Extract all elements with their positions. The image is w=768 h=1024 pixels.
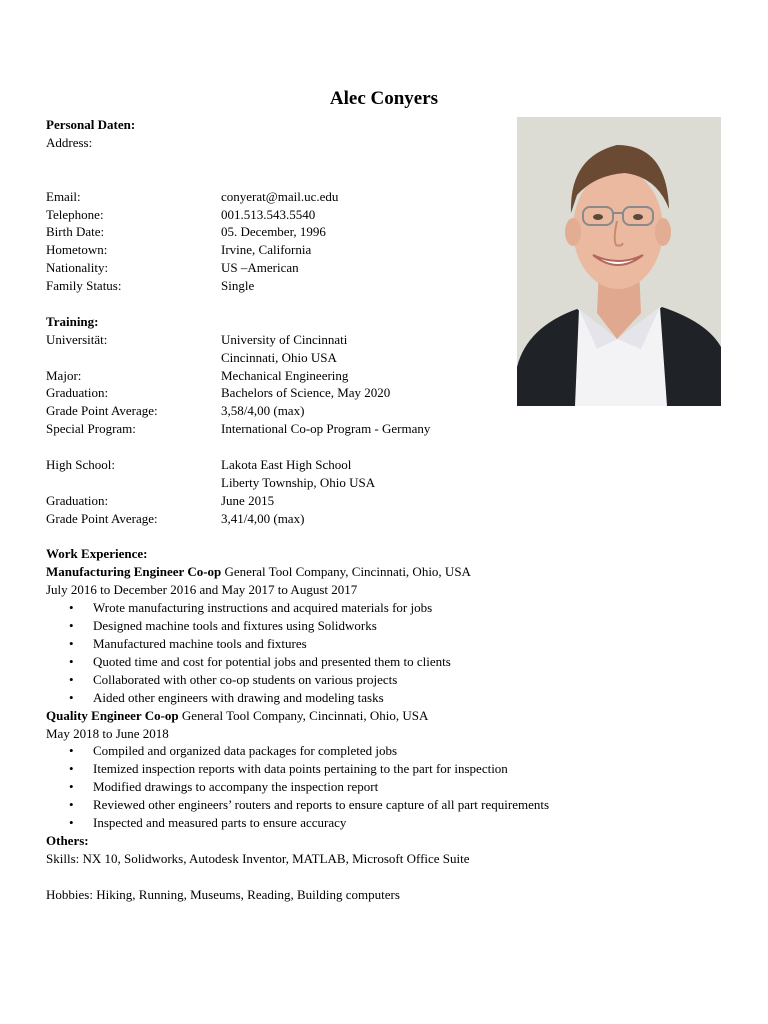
detail-label: Grade Point Average:	[46, 510, 158, 526]
university-label: Universität:	[46, 331, 108, 347]
job-title: Quality Engineer Co-op	[46, 707, 179, 723]
resume-content	[46, 116, 736, 904]
detail-label: Birth Date:	[46, 224, 105, 240]
detail-label: Graduation:	[46, 492, 109, 508]
detail-value: Bachelors of Science, May 2020	[221, 385, 391, 401]
detail-label: Hometown:	[46, 242, 108, 258]
resume-name-title: Alec Conyers	[329, 88, 439, 109]
high-school-label: High School:	[46, 456, 115, 472]
section-heading-others: Others:	[46, 832, 89, 848]
high-school-name: Lakota East High School	[221, 456, 352, 472]
detail-label: Telephone:	[46, 206, 104, 222]
detail-value: International Co-op Program - Germany	[221, 421, 431, 437]
detail-value: 3,41/4,00 (max)	[221, 510, 305, 526]
detail-row	[46, 277, 736, 295]
high-school-row	[46, 456, 736, 474]
detail-label: Special Program:	[46, 421, 136, 437]
detail-label: Nationality:	[46, 260, 109, 276]
work-experience-list	[46, 563, 736, 832]
detail-value: June 2015	[221, 492, 275, 508]
detail-row	[46, 241, 736, 259]
job-bullet-item: • Compiled and organized data packages for completed jobs	[46, 742, 553, 760]
job-bullet-item: • Reviewed other engineers’ routers and reports to ensure capture of all part requirements	[46, 796, 553, 814]
detail-row	[46, 223, 736, 241]
detail-value: conyerat@mail.uc.edu	[221, 188, 339, 204]
high-school-location: Liberty Township, Ohio USA	[221, 474, 376, 490]
detail-row	[46, 492, 736, 510]
address-label: Address:	[46, 134, 93, 150]
university-row	[46, 331, 736, 349]
job-bullet-item: • Inspected and measured parts to ensure accuracy	[46, 814, 553, 832]
hobbies-line: Hobbies: Hiking, Running, Museums, Reading, Building computers	[46, 886, 400, 902]
detail-value: Mechanical Engineering	[221, 367, 349, 383]
job-title: Manufacturing Engineer Co-op	[46, 564, 222, 580]
job-bullet-item: • Collaborated with other co-op students on various projects	[46, 671, 553, 689]
section-heading-training: Training:	[46, 313, 99, 329]
job-bullet-item: • Wrote manufacturing instructions and acquired materials for jobs	[46, 599, 553, 617]
job-title-line	[46, 563, 736, 581]
job-company: General Tool Company, Cincinnati, Ohio, USA	[221, 564, 471, 580]
job-bullet-item: • Designed machine tools and fixtures using Solidworks	[46, 617, 553, 635]
detail-label: Family Status:	[46, 278, 122, 294]
job-bullets	[46, 599, 736, 706]
job-dates: May 2018 to June 2018	[46, 725, 169, 741]
skills-line: Skills: NX 10, Solidworks, Autodesk Inventor, MATLAB, Microsoft Office Suite	[46, 850, 470, 866]
detail-value: US –American	[221, 260, 299, 276]
job-bullet-item: • Manufactured machine tools and fixtures	[46, 635, 553, 653]
detail-label: Email:	[46, 188, 81, 204]
detail-row	[46, 420, 736, 438]
job-bullet-item: • Aided other engineers with drawing and modeling tasks	[46, 689, 553, 707]
section-heading-personal: Personal Daten:	[46, 117, 136, 132]
detail-row	[46, 367, 736, 385]
high-school-location-row	[46, 474, 736, 492]
job-company: General Tool Company, Cincinnati, Ohio, USA	[178, 707, 429, 723]
detail-value: Irvine, California	[221, 242, 312, 258]
detail-row	[46, 402, 736, 420]
job-bullet-item: • Quoted time and cost for potential jobs and presented them to clients	[46, 653, 553, 671]
job-bullet-item: • Itemized inspection reports with data points pertaining to the part for inspection	[46, 760, 553, 778]
detail-label: Graduation:	[46, 385, 109, 401]
detail-label: Major:	[46, 367, 82, 383]
detail-row	[46, 206, 736, 224]
detail-value: Single	[221, 278, 255, 294]
detail-row	[46, 259, 736, 277]
job-dates: July 2016 to December 2016 and May 2017 to August 2017	[46, 582, 358, 598]
personal-details	[46, 188, 736, 295]
detail-value: 05. December, 1996	[221, 224, 326, 240]
section-heading-work: Work Experience:	[46, 546, 148, 562]
job-bullet-item: • Modified drawings to accompany the inspection report	[46, 778, 553, 796]
detail-value: 3,58/4,00 (max)	[221, 403, 305, 419]
university-details	[46, 367, 736, 439]
job-title-line	[46, 707, 736, 725]
university-name: University of Cincinnati	[221, 331, 348, 347]
detail-label: Grade Point Average:	[46, 403, 158, 419]
detail-value: 001.513.543.5540	[221, 206, 316, 222]
detail-row	[46, 188, 736, 206]
job-bullets	[46, 742, 736, 832]
detail-row	[46, 384, 736, 402]
university-location-row	[46, 349, 736, 367]
university-location: Cincinnati, Ohio USA	[221, 349, 337, 365]
detail-row	[46, 510, 736, 528]
high-school-details	[46, 492, 736, 528]
